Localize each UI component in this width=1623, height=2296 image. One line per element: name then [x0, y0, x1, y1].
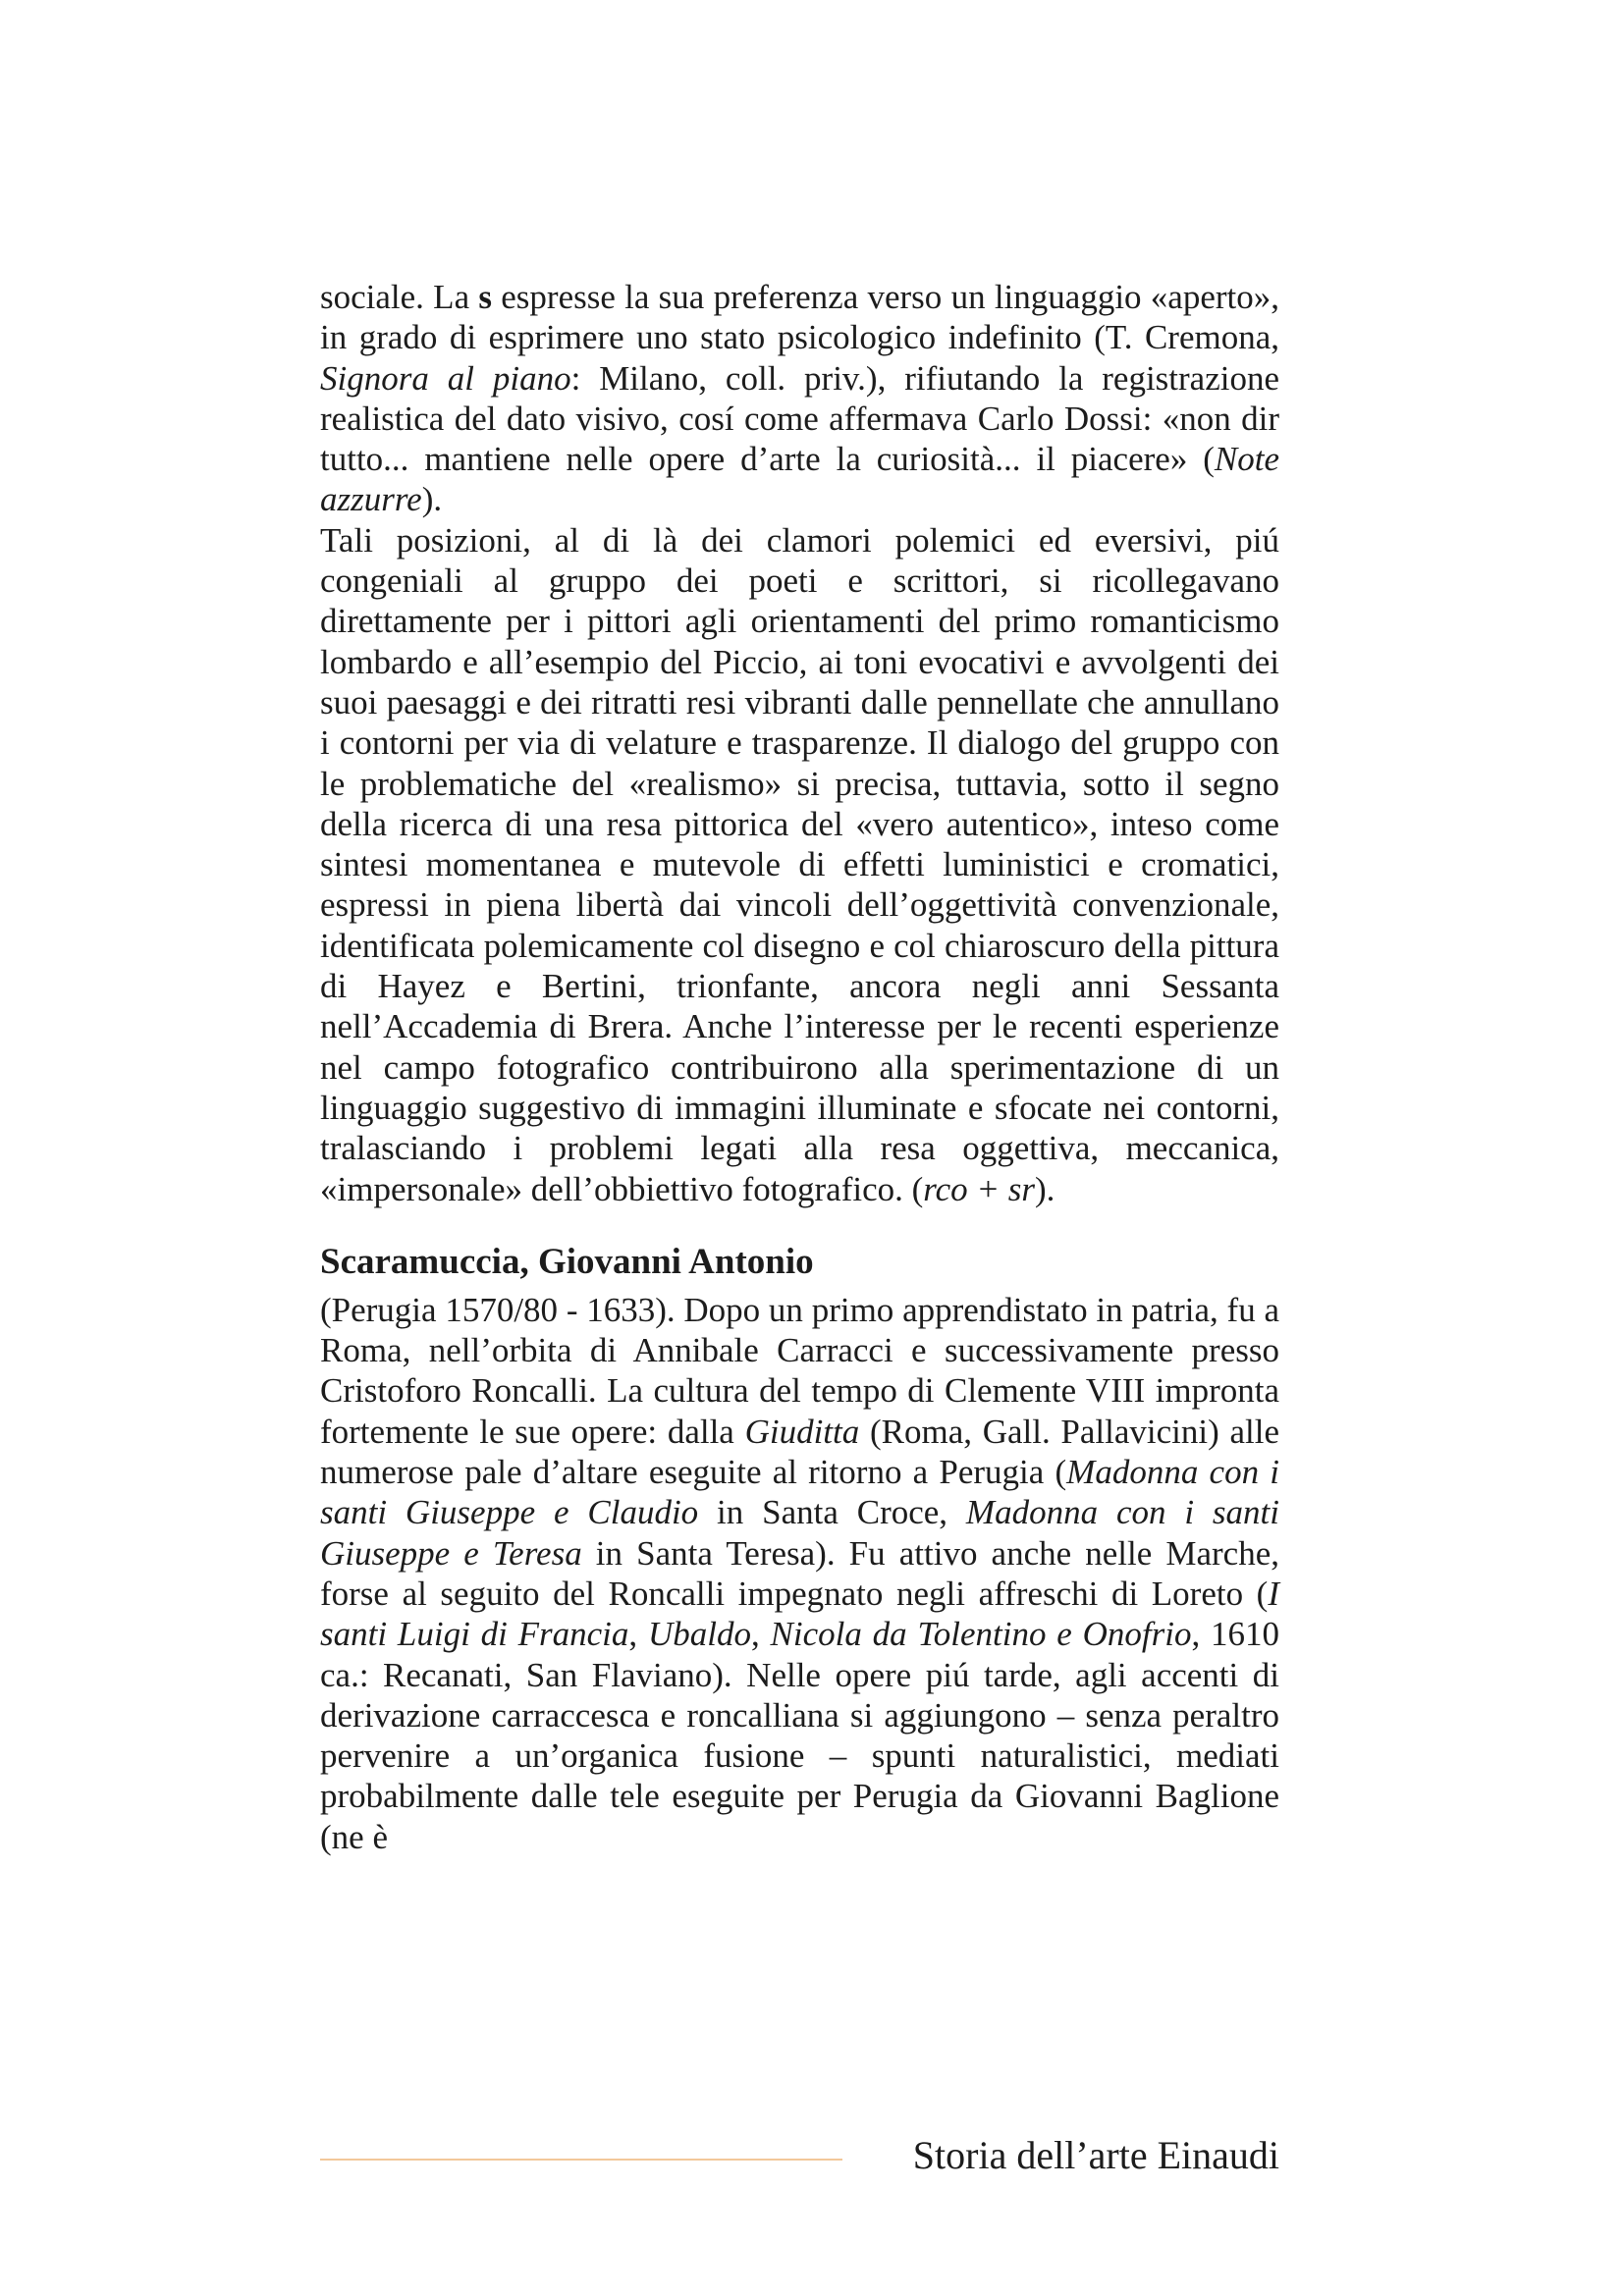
text-run: , 1610 ca.: Recanati, San Flaviano). Nelle opere piú tarde, agli accenti di derivazione carraccesca e roncalliana si aggiungono – senza peraltro pervenire a un’organica fusione – spunti naturalistici, mediati probabilmente dalle tele eseguite per Perugia da Giovanni Baglione (ne è: [320, 1615, 1280, 1856]
paragraph-tali-posizioni: [320, 520, 1279, 1209]
paragraph-continuation: [320, 277, 1279, 520]
text-run: : Milano, coll. priv.), rifiutando la registrazione realistica del dato visivo, cosí come affermava Carlo Dossi: «non dir tutto... mantiene nelle opere d’arte la curiosità... il piacere» (: [320, 358, 1280, 479]
text-run: in Santa Teresa). Fu attivo anche nelle Marche, forse al seguito del Roncalli impegnato negli affreschi di Loreto (: [320, 1533, 1279, 1613]
page-footer: [320, 2126, 1279, 2185]
italic-run: Signora al piano: [320, 358, 571, 398]
italic-run: Note azzurre: [320, 440, 1279, 519]
text-run: sociale. La: [320, 278, 479, 316]
text-run: (Roma, Gall. Pallavicini) alle numerose pale d’altare eseguite al ritorno a Perugia (: [320, 1412, 1279, 1492]
page-body: [320, 277, 1279, 1857]
text-run: in Santa Croce,: [698, 1493, 966, 1532]
text-run: espresse la sua preferenza verso un linguaggio «aperto», in grado di esprimere uno stato psicologico indefinito (T. Cremona,: [320, 278, 1280, 357]
footer-publication: Storia dell’arte Einaudi: [912, 2133, 1279, 2177]
italic-run: Madonna con i santi Giuseppe e Teresa: [320, 1493, 1279, 1573]
text-run: Tali posizioni, al di là dei clamori polemici ed eversivi, piú congeniali al gruppo dei poeti e scrittori, si ricollegavano direttamente per i pittori agli orientamenti del primo romanticismo lombardo e all’esempio del Piccio, ai toni evocativi e avvolgenti dei suoi paesaggi e dei ritratti resi vibranti dalle pennellate che annullano i contorni per via di velature e trasparenze. Il dialogo del gruppo con le problematiche del «realismo» si precisa, tuttavia, sotto il segno della ricerca di una resa pittorica del «vero autentico», inteso come sintesi momentanea e mutevole di effetti luministici e cromatici, espressi in piena libertà dai vincoli dell’oggettività convenzionale, identificata polemicamente col disegno e col chiaroscuro della pittura di Hayez e Bertini, trionfante, ancora negli anni Sessanta nell’Accademia di Brera. Anche l’interesse per le recenti esperienze nel campo fotografico contribuirono alla sperimentazione di un linguaggio suggestivo di immagini illuminate e sfocate nei contorni, tralasciando i problemi legati alla resa oggettiva, meccanica, «impersonale» dell’obbiettivo fotografico. (: [320, 520, 1279, 1208]
text-run: (Perugia 1570/80 - 1633). Dopo un primo apprendistato in patria, fu a Roma, nell’orbita di Annibale Carracci e successivamente presso Cristoforo Roncalli. La cultura del tempo di Clemente VIII impronta fortemente le sue opere: dalla: [320, 1290, 1279, 1451]
italic-run: Giuditta: [744, 1412, 860, 1451]
entry-body: [320, 1290, 1279, 1857]
entry-title: Scaramuccia, Giovanni Antonio: [320, 1241, 814, 1282]
italic-run: Nicola da Tolentino e Onofrio: [770, 1615, 1192, 1654]
italic-run: Ubaldo: [647, 1615, 751, 1654]
italic-run: rco + sr: [923, 1169, 1035, 1208]
text-run: ).: [421, 480, 443, 519]
text-run: ,: [750, 1615, 771, 1654]
footer-rule: [320, 2159, 842, 2161]
italic-run: I santi Luigi di Francia: [320, 1574, 1279, 1654]
text-run: ).: [1034, 1169, 1055, 1208]
italic-run: Madonna con i santi Giuseppe e Claudio: [320, 1453, 1279, 1532]
text-run: ,: [628, 1615, 648, 1654]
bold-run: s: [478, 278, 492, 316]
